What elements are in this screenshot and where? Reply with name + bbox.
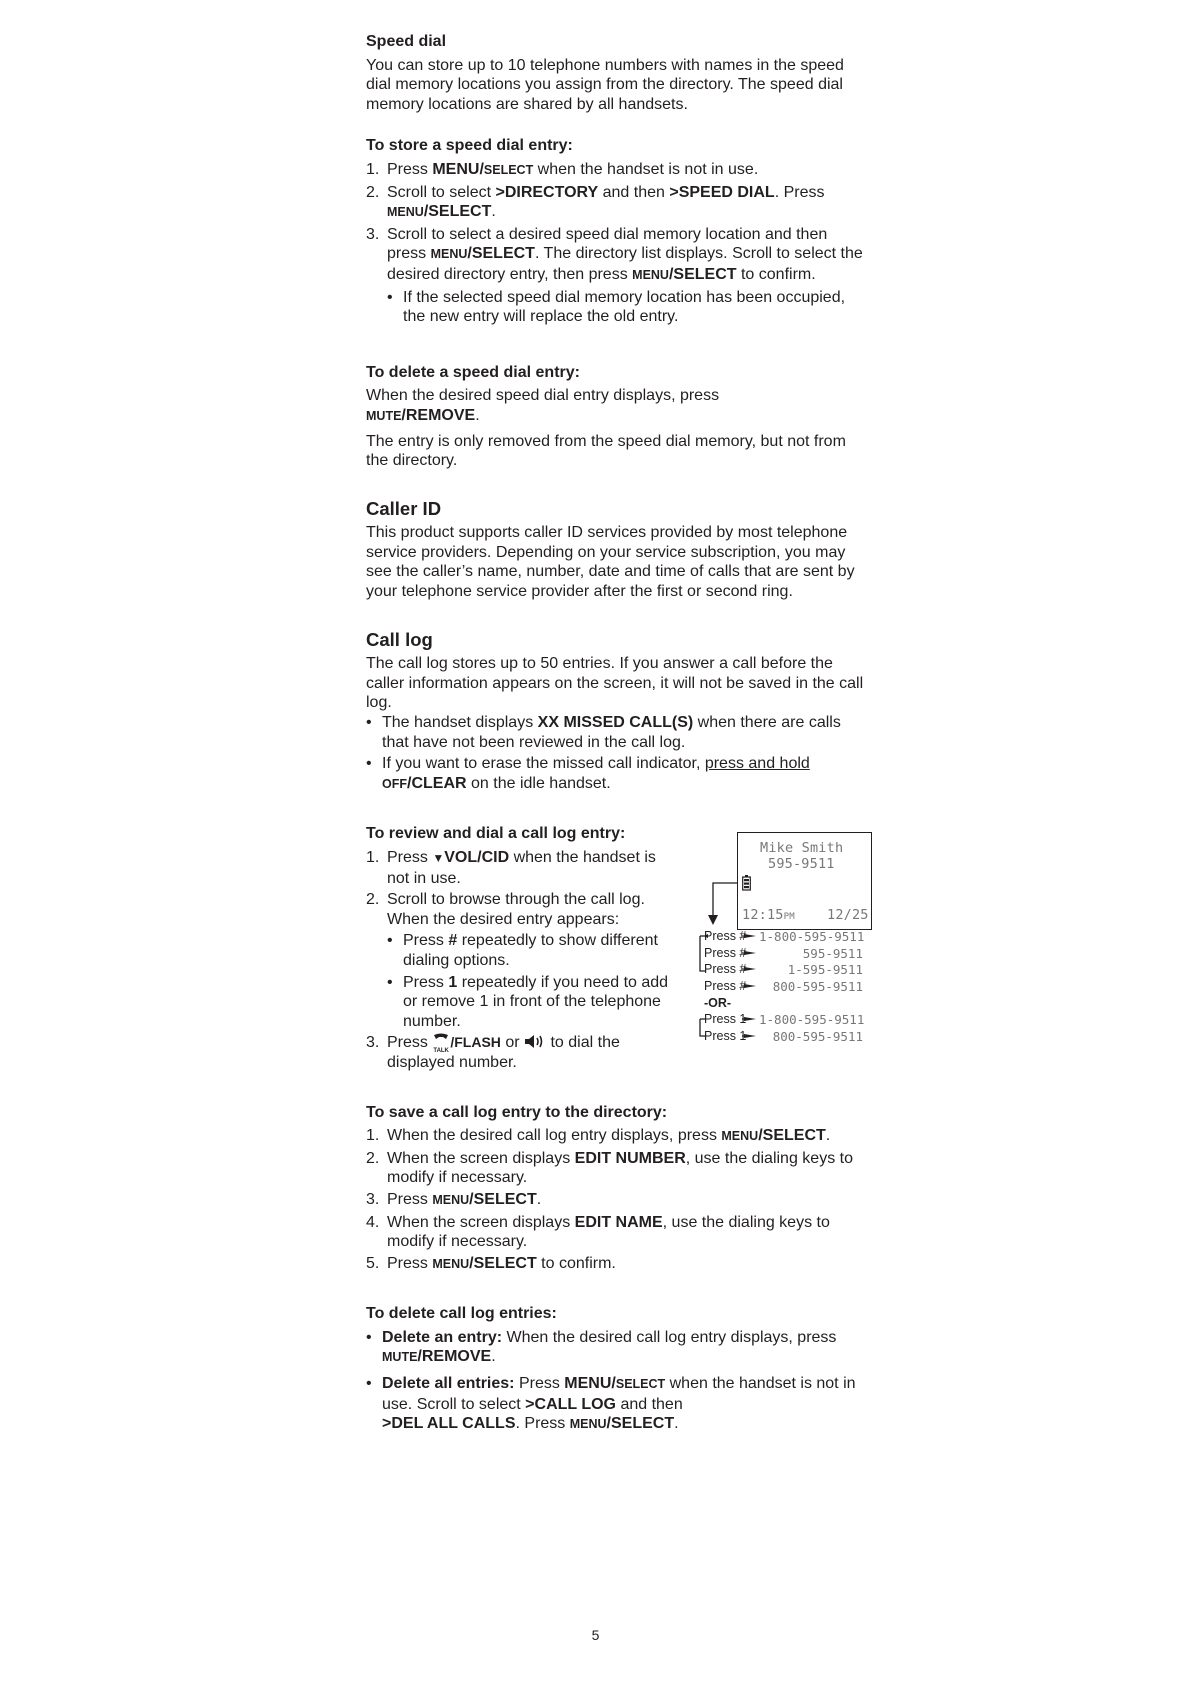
talk-phone-icon: TALK	[432, 1033, 450, 1049]
lcd-number: 595-9511	[768, 856, 835, 873]
option-number: 1-800-595-9511	[759, 929, 865, 945]
option-label: Press #	[704, 979, 747, 994]
speed-dial-heading: Speed dial	[366, 33, 447, 50]
lcd-name: Mike Smith	[760, 840, 844, 857]
down-arrow-icon: ▼	[432, 851, 445, 865]
delete-speed-dial-heading: To delete a speed dial entry:	[366, 363, 580, 381]
lcd-time: 12:15PM	[742, 907, 795, 924]
store-step-3-note: • If the selected speed dial memory location has been occupied, the new entry will replace the old entry.	[387, 288, 846, 326]
delete-speed-dial-text: When the desired speed dial entry displays, press MUTE/REMOVE.	[366, 387, 720, 424]
review-call-log-heading: To review and dial a call log entry:	[366, 825, 626, 843]
option-label: Press #	[704, 962, 747, 977]
review-steps	[366, 848, 676, 1073]
store-speed-dial-heading: To store a speed dial entry:	[366, 137, 573, 155]
option-number: 800-595-9511	[772, 979, 863, 995]
speaker-icon	[524, 1034, 546, 1051]
option-number: 1-800-595-9511	[759, 1012, 865, 1028]
option-label: Press #	[704, 929, 747, 944]
handset-display-diagram	[676, 824, 869, 1054]
review-step-1: 1. Press ▼VOL/CID when the handset is not in use.	[366, 849, 656, 887]
caller-id-text: This product supports caller ID services provided by most telephone service providers. Depending on your service subscription, you may see the caller’s name, number, date and time of calls that are sent by your telephone service provider after the first or second ring.	[366, 524, 855, 601]
save-step-5: 5. Press MENU/SELECT to confirm.	[366, 1254, 616, 1272]
page-content	[366, 32, 869, 1437]
store-step-3: 3. Scroll to select a desired speed dial memory location and then press MENU/SELECT. The directory list displays. Scroll to select the desired directory entry, then press MENU/SELECT to confirm. • If the selected speed dial memory location has been occupied, the new entry will replace the old entry.	[366, 225, 866, 327]
review-step-3: 3. Press TALK /FLASH or to dial the displayed number.	[366, 1034, 620, 1071]
save-step-1: 1. When the desired call log entry displays, press MENU/SELECT.	[366, 1127, 831, 1145]
option-label: Press 1	[704, 1029, 747, 1044]
review-section	[366, 824, 869, 1074]
call-log-heading: Call log	[366, 628, 433, 650]
option-label: Press 1	[704, 1012, 747, 1027]
store-step-2: 2. Scroll to select >DIRECTORY and then >SPEED DIAL. Press MENU/SELECT.	[366, 183, 825, 221]
option-number: 1-595-9511	[787, 962, 863, 978]
delete-all-entries-item: • Delete all entries: Press MENU/SELECT when the handset is not in use. Scroll to select >CALL LOG and then >DEL ALL CALLS. Press MENU/SELECT.	[366, 1375, 856, 1433]
call-log-bullets	[366, 713, 866, 794]
delete-call-log-list	[366, 1328, 866, 1435]
option-label: Press #	[704, 946, 747, 961]
review-step-2-bullet-1: • Press # repeatedly to show different dialing options.	[387, 932, 658, 969]
call-log-text: The call log stores up to 50 entries. If you answer a call before the caller information appears on the screen, it will not be saved in the call log.	[366, 655, 864, 712]
option-number: 595-9511	[802, 946, 863, 962]
save-step-4: 4. When the screen displays EDIT NAME, use the dialing keys to modify if necessary.	[366, 1213, 830, 1251]
review-step-2-bullet-2: • Press 1 repeatedly if you need to add or remove 1 in front of the telephone number.	[387, 973, 669, 1030]
save-steps	[366, 1126, 866, 1274]
call-log-bullet-2: • If you want to erase the missed call indicator, press and hold OFF/CLEAR on the idle handset.	[366, 755, 810, 792]
or-label: -OR-	[704, 996, 732, 1011]
delete-entry-item: • Delete an entry: When the desired call log entry displays, press MUTE/REMOVE.	[366, 1328, 837, 1366]
delete-call-log-heading: To delete call log entries:	[366, 1305, 557, 1323]
caller-id-heading: Caller ID	[366, 497, 442, 519]
page-number: 5	[591, 1627, 600, 1643]
delete-speed-dial-note: The entry is only removed from the speed dial memory, but not from the directory.	[366, 432, 846, 470]
save-step-3: 3. Press MENU/SELECT.	[366, 1190, 542, 1208]
save-call-log-heading: To save a call log entry to the directory:	[366, 1103, 668, 1121]
store-speed-dial-steps	[366, 160, 866, 327]
review-step-2: 2. Scroll to browse through the call log. When the desired entry appears: • Press # repeatedly to show different dialing options. • Press 1 repeatedly if you need to add or remove 1 in front of the telephone number.	[366, 890, 676, 1031]
option-number: 800-595-9511	[772, 1029, 863, 1045]
store-step-1: 1. Press MENU/SELECT when the handset is not in use.	[366, 160, 759, 178]
call-log-bullet-1: • The handset displays XX MISSED CALL(S) when there are calls that have not been reviewed in the call log.	[366, 714, 841, 751]
save-step-2: 2. When the screen displays EDIT NUMBER, use the dialing keys to modify if necessary.	[366, 1149, 853, 1187]
lcd-date: 12/25	[827, 907, 869, 924]
speed-dial-intro: You can store up to 10 telephone numbers with names in the speed dial memory locations you assign from the directory. The speed dial memory locations are shared by all handsets.	[366, 56, 844, 113]
